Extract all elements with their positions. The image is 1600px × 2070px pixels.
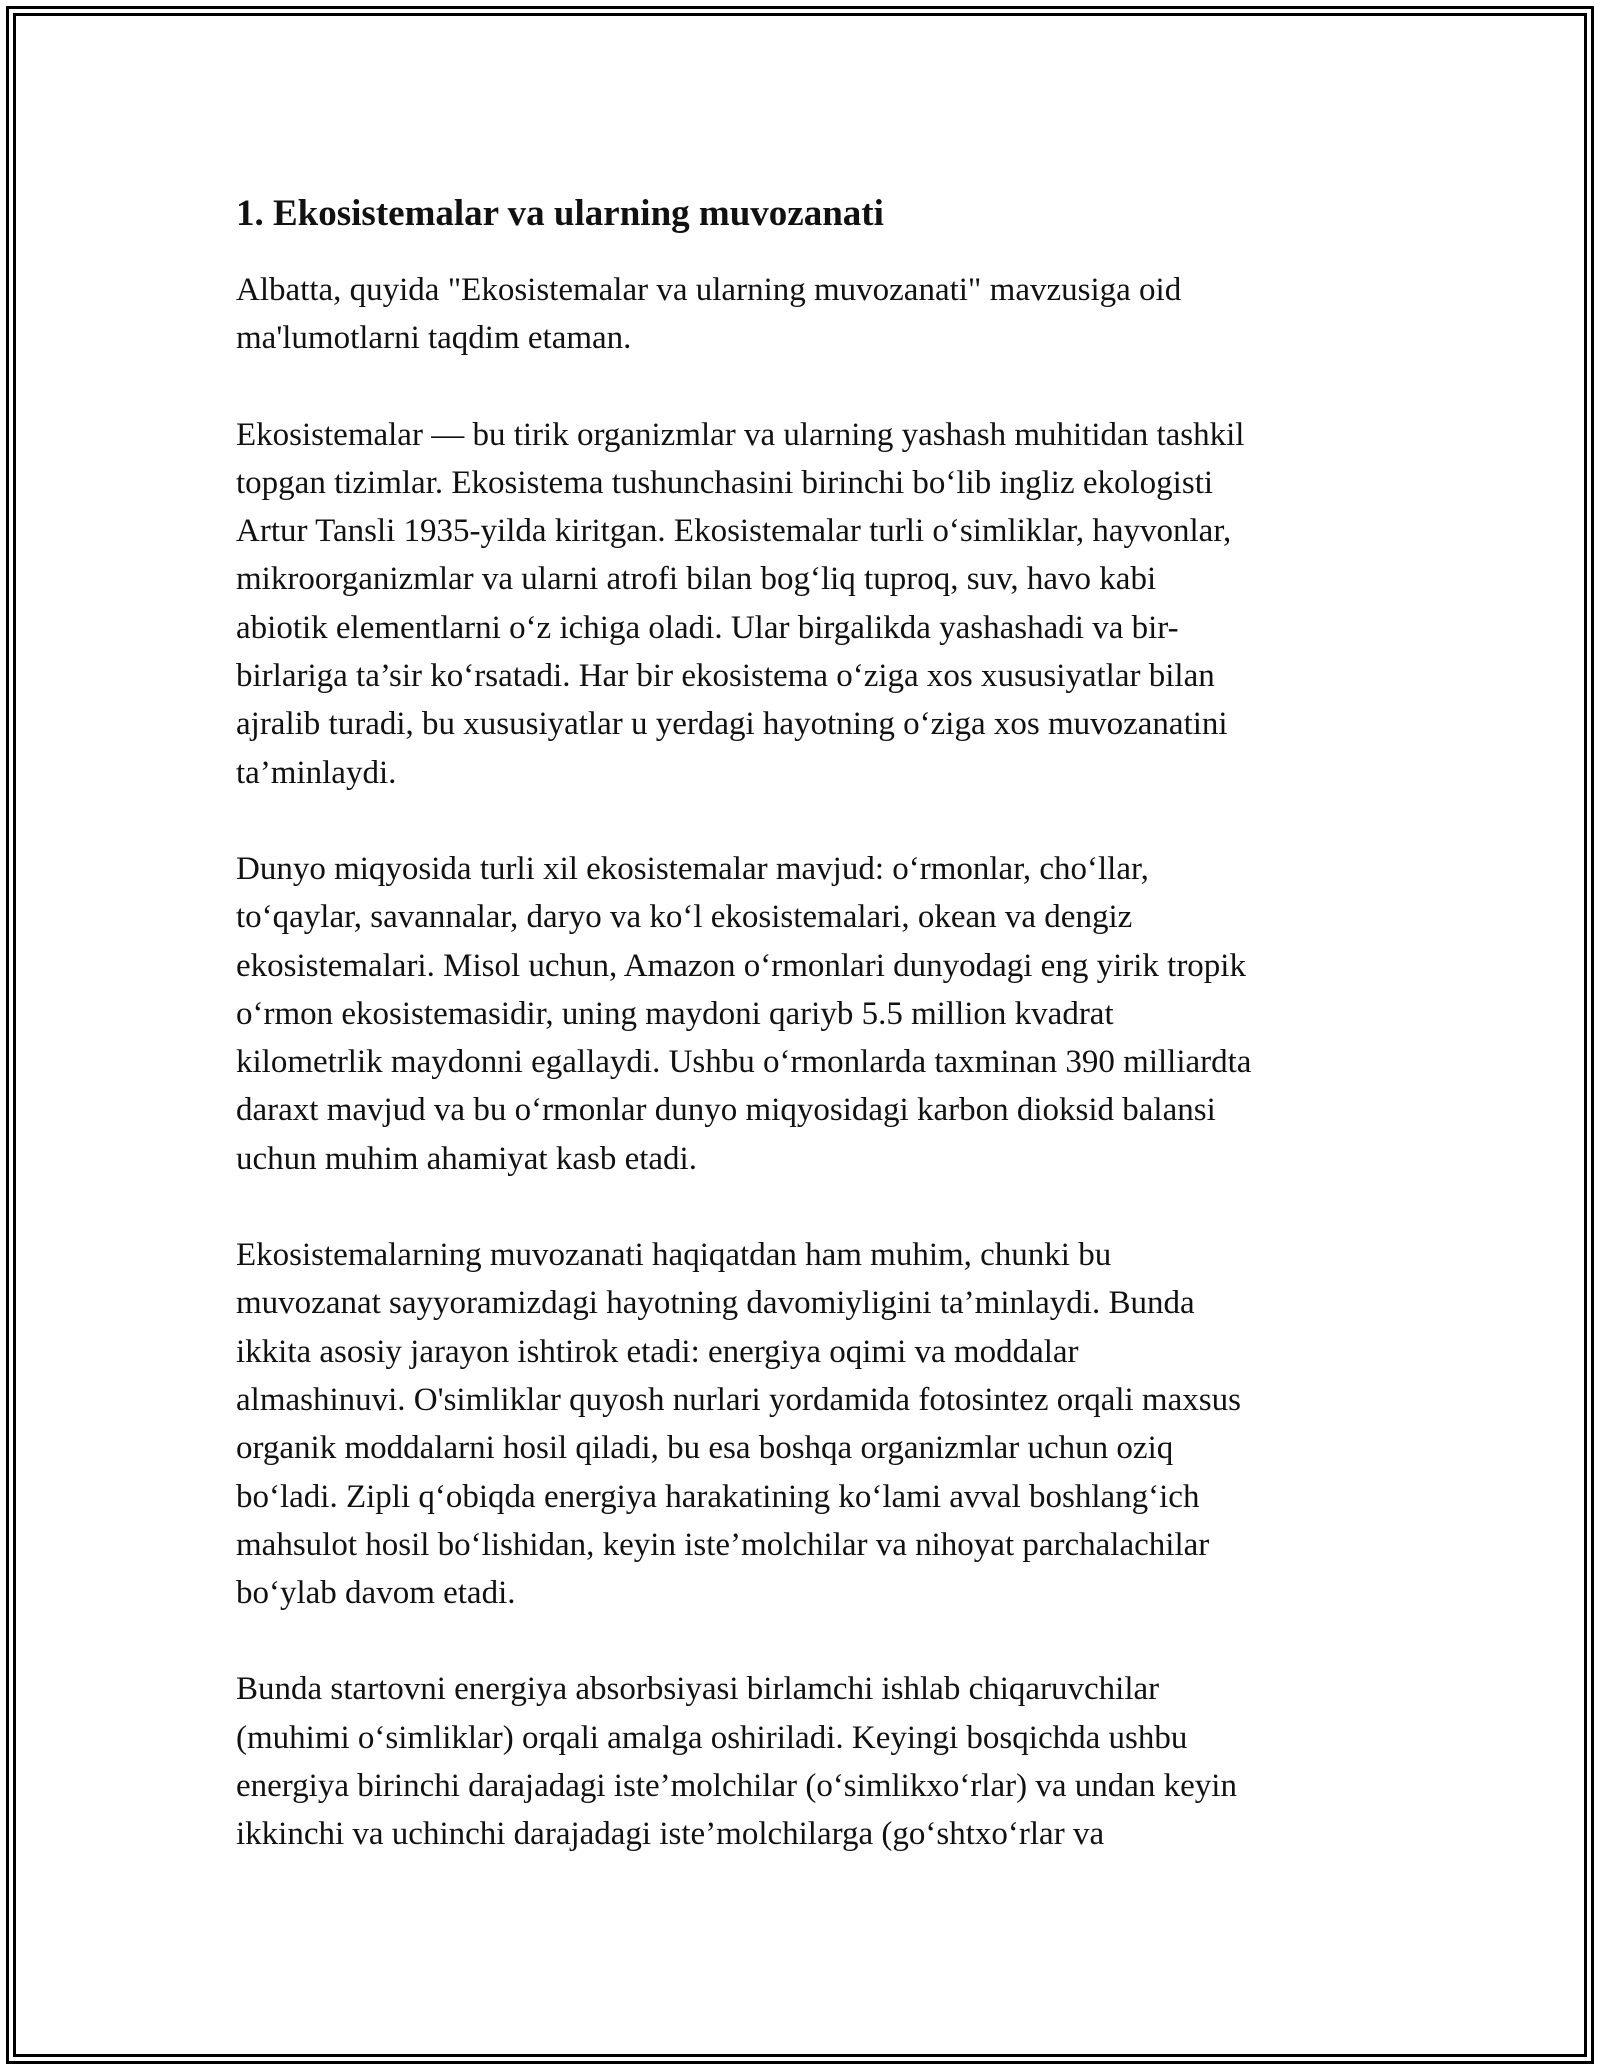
page-title: 1. Ekosistemalar va ularning muvozanati xyxy=(236,193,884,234)
paragraph-energy-flow: Bunda startovni energiya absorbsiyasi birlamchi ishlab chiqaruvchilar (muhimi oʻsimliklar) orqali amalga oshiriladi. Keyingi bosqichda ushbu energiya birinchi darajadagi iste’molchilar (oʻsimlikxoʻrlar) va undan keyin ikkinchi va uchinchi darajadagi iste’molchilarga (goʻshtxoʻrlar va xyxy=(236,1671,1237,1853)
paragraph-world-ecosystems: Dunyo miqyosida turli xil ekosistemalar mavjud: oʻrmonlar, choʻllar, toʻqaylar, savannalar, daryo va koʻl ekosistemalari, okean va dengiz ekosistemalari. Misol uchun, Amazon oʻrmonlari dunyodagi eng yirik tropik oʻrmon ekosistemasidir, uning maydoni qariyb 5.5 million kvadrat kilometrlik maydonni egallaydi. Ushbu oʻrmonlarda taxminan 390 milliardta daraxt mavjud va bu oʻrmonlar dunyo miqyosidagi karbon dioksid balansi uchun muhim ahamiyat kasb etadi. xyxy=(236,850,1252,1177)
paragraph-intro: Albatta, quyida "Ekosistemalar va ularning muvozanati" mavzusiga oid ma'lumotlarni taqdim etaman. xyxy=(236,272,1182,357)
paragraph-definition: Ekosistemalar — bu tirik organizmlar va ularning yashash muhitidan tashkil topgan tizimlar. Ekosistema tushunchasini birinchi boʻlib ingliz ekologisti Artur Tansli 1935-yilda kiritgan. Ekosistemalar turli oʻsimliklar, hayvonlar, mikroorganizmlar va ularni atrofi bilan bogʻliq tuproq, suv, havo kabi abiotik elementlarni oʻz ichiga oladi. Ular birgalikda yashashadi va bir- birlariga ta’sir koʻrsatadi. Har bir ekosistema oʻziga xos xususiyatlar bilan ajralib turadi, bu xususiyatlar u yerdagi hayotning oʻziga xos muvozanatini ta’minlaydi. xyxy=(236,416,1245,791)
document-body xyxy=(236,186,1366,1907)
paragraph-balance: Ekosistemalarning muvozanati haqiqatdan ham muhim, chunki bu muvozanat sayyoramizdagi hayotning davomiyligini ta’minlaydi. Bunda ikkita asosiy jarayon ishtirok etadi: energiya oqimi va moddalar almashinuvi. O'simliklar quyosh nurlari yordamida fotosintez orqali maxsus organik moddalarni hosil qiladi, bu esa boshqa organizmlar uchun oziq boʻladi. Zipli qʻobiqda energiya harakatining koʻlami avval boshlangʻich mahsulot hosil boʻlishidan, keyin iste’molchilar va nihoyat parchalachilar boʻylab davom etadi. xyxy=(236,1237,1241,1612)
